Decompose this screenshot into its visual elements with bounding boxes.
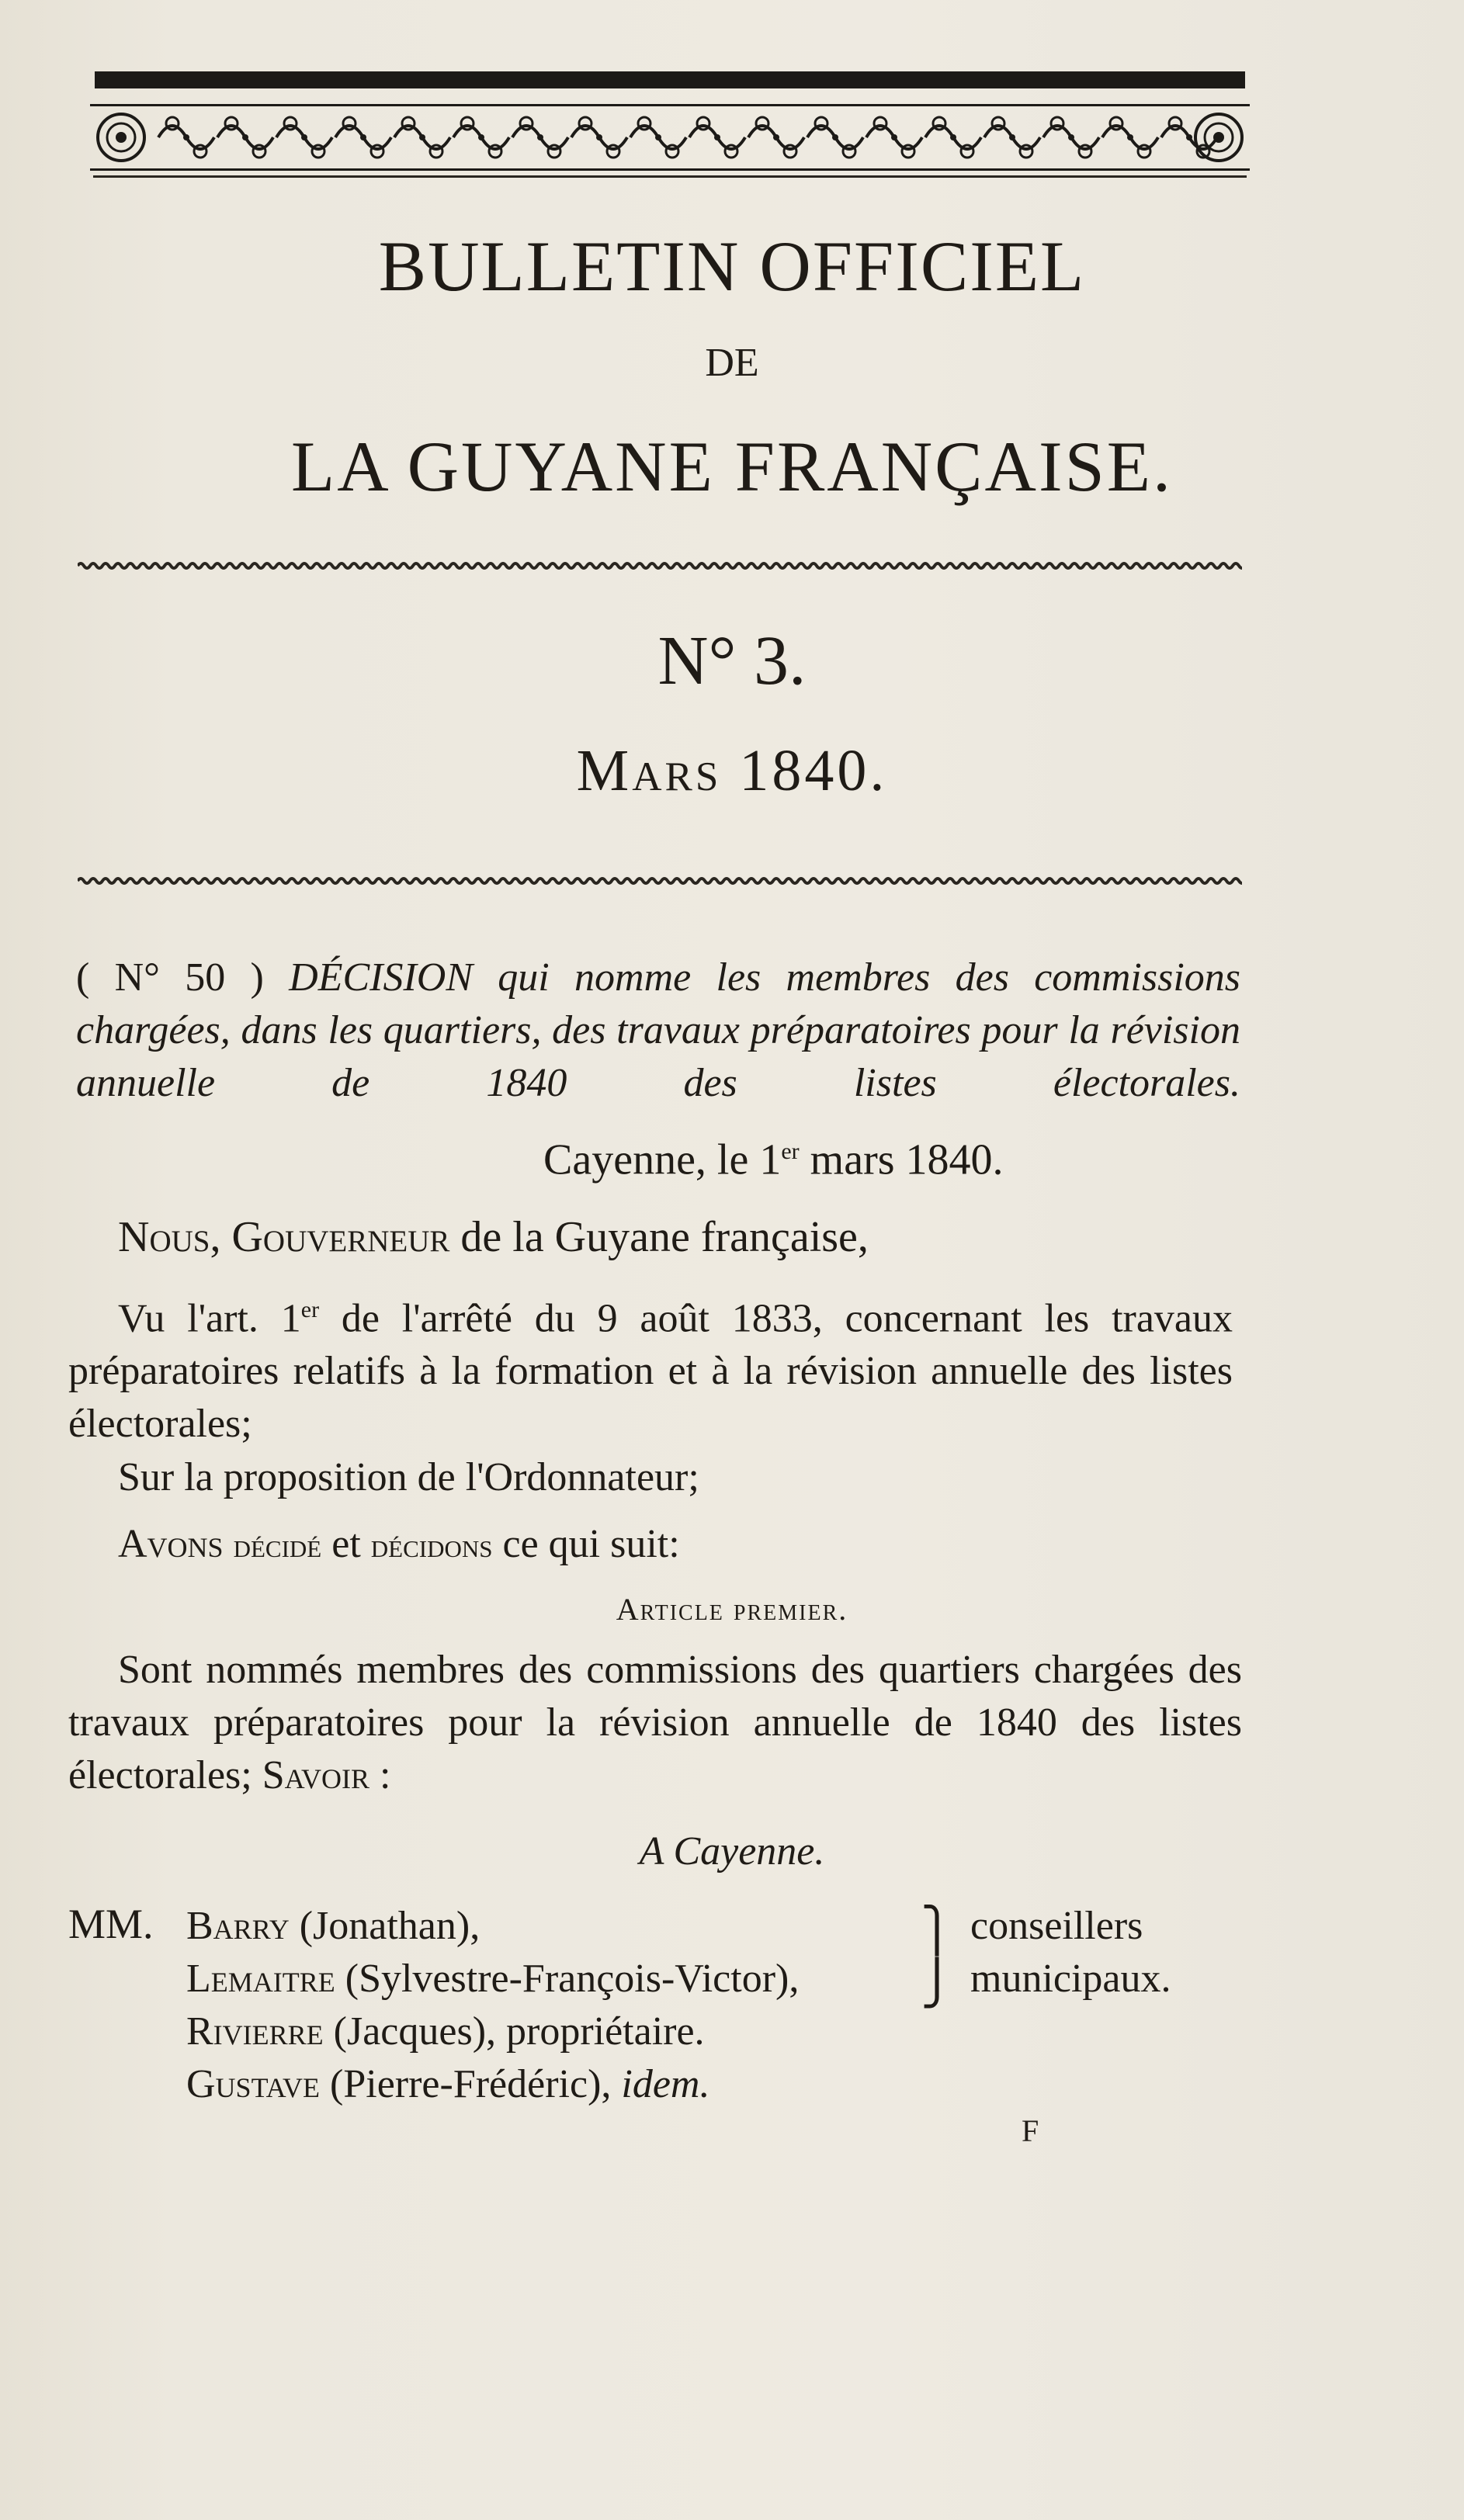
issue-year: 1840.	[739, 738, 888, 803]
savoir-word: Savoir	[262, 1753, 370, 1797]
article-body	[68, 1644, 1242, 1802]
member-row	[186, 2005, 799, 2058]
member-detail: (Pierre-Frédéric),	[320, 2062, 622, 2106]
place-date	[543, 1125, 1164, 1187]
wavy-divider-bottom	[78, 875, 1242, 886]
role-line-1: conseillers	[970, 1904, 1143, 1948]
decision-number: ( N° 50 )	[76, 955, 264, 1000]
article-heading: Article premier.	[616, 1592, 848, 1627]
member-row	[186, 2058, 799, 2111]
member-name: Gustave	[186, 2062, 321, 2106]
vu-text: Vu l'art. 1	[118, 1296, 301, 1341]
member-detail-italic: idem.	[621, 2062, 710, 2106]
decidons-word: décidons	[370, 1527, 493, 1565]
issue-date	[0, 737, 1464, 805]
members-list	[186, 1900, 799, 2111]
header-thin-rule	[93, 175, 1247, 178]
preamble-avons	[118, 1518, 1240, 1572]
role-bracket: ⎫ ⎭	[921, 1907, 953, 2008]
member-name: Rivierre	[186, 2009, 324, 2054]
decision-title: DÉCISION qui nomme les membres des commissions chargées, dans les quartiers, des travaux préparatoires pour la révision annuelle de 1840 des listes électorales.	[76, 955, 1241, 1105]
article-text: Sont nommés membres des commissions des quartiers chargées des travaux préparatoires pour la révision annuelle de 1840 des listes électorales;	[68, 1648, 1242, 1797]
decision-heading	[76, 951, 1240, 1110]
preamble-vu	[68, 1284, 1233, 1451]
signature-mark: F	[1022, 2113, 1039, 2148]
vu-text-rest: de l'arrêté du 9 août 1833, concernant les travaux préparatoires relatifs à la formation et à la révision annuelle des listes électorales;	[68, 1296, 1233, 1447]
bulletin-title: BULLETIN OFFICIEL	[378, 227, 1086, 306]
avons-et: et	[321, 1522, 371, 1566]
role-line-2: municipaux.	[970, 1957, 1171, 2001]
place-city: A Cayenne.	[639, 1829, 825, 1874]
place-date-text: Cayenne, le 1	[543, 1135, 782, 1184]
issue-number: N° 3.	[657, 622, 807, 699]
preamble-nous	[118, 1211, 1240, 1263]
member-row	[186, 1900, 799, 1953]
issue-month: Mars	[576, 738, 722, 803]
bulletin-title-de: DE	[705, 341, 759, 385]
preamble-sur: Sur la proposition de l'Ordonnateur;	[118, 1455, 699, 1499]
header-thick-rule	[95, 71, 1245, 88]
member-name: Barry	[186, 1904, 290, 1948]
article-text-end: :	[369, 1753, 391, 1797]
members-role	[970, 1900, 1171, 2005]
member-row	[186, 1953, 799, 2005]
avons-word: Avons	[118, 1522, 234, 1566]
nous-rest: de la Guyane française,	[449, 1213, 869, 1261]
member-name: Lemaitre	[186, 1957, 335, 2001]
place-date-text-end: mars 1840.	[799, 1135, 1004, 1184]
nous-word: Nous,	[118, 1213, 221, 1261]
wavy-divider-top	[78, 560, 1242, 571]
gouverneur-word: Gouverneur	[231, 1213, 450, 1261]
avons-rest: ce qui suit:	[492, 1522, 680, 1566]
header-ornament-band	[90, 104, 1250, 171]
vu-sup: er	[300, 1297, 320, 1322]
place-date-sup: er	[781, 1139, 800, 1164]
member-detail: (Sylvestre-François-Victor),	[335, 1957, 800, 2001]
member-detail: (Jonathan),	[289, 1904, 480, 1948]
member-detail: (Jacques), propriétaire.	[323, 2009, 705, 2054]
members-label: MM.	[68, 1901, 154, 1947]
decide-word: décidé	[233, 1527, 322, 1565]
bulletin-subtitle: LA GUYANE FRANÇAISE.	[291, 427, 1173, 506]
